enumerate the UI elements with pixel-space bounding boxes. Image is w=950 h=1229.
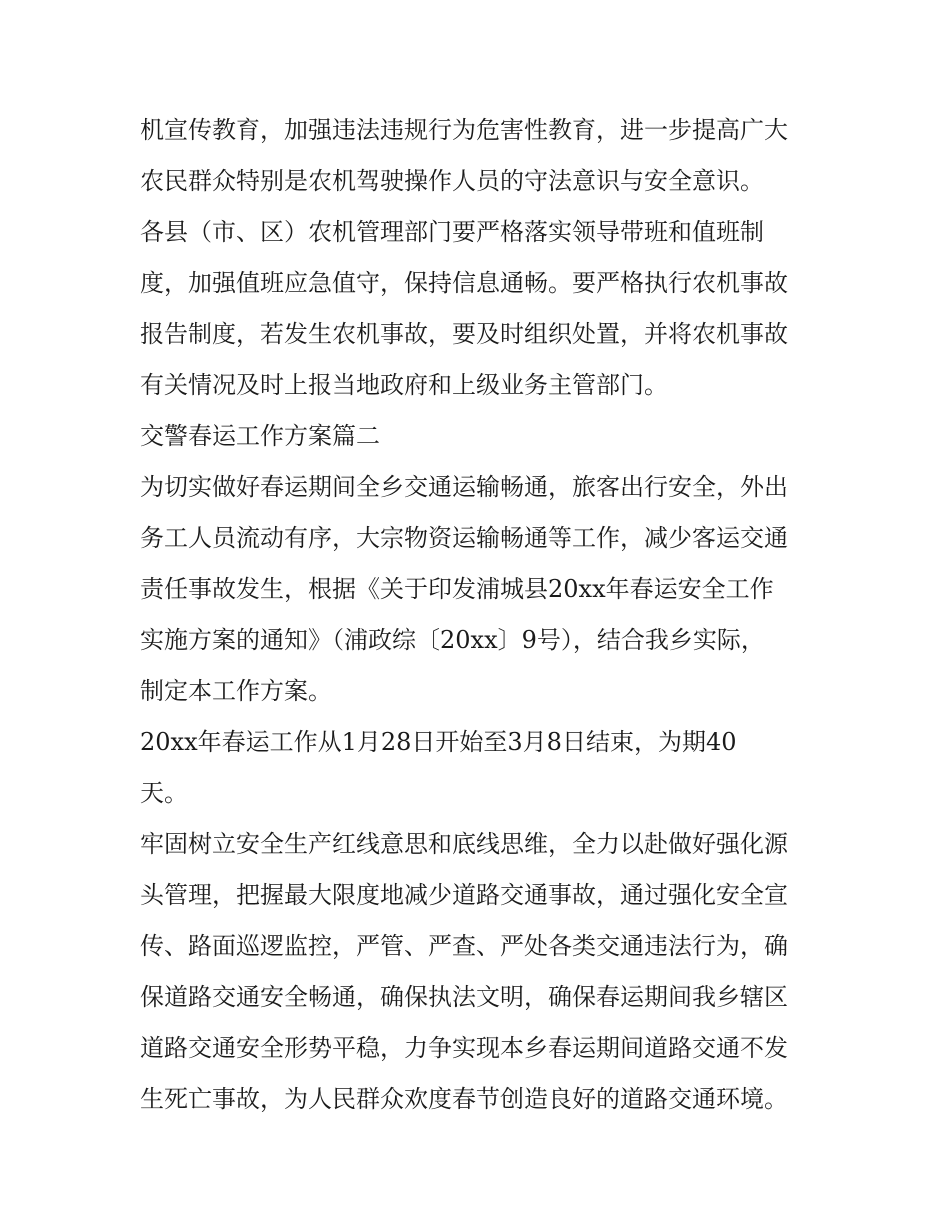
- text-line: 20xx年春运工作从1月28日开始至3月8日结束，为期40: [140, 728, 737, 756]
- text-line: 为切实做好春运期间全乡交通运输畅通，旅客出行安全，外出: [140, 473, 788, 501]
- text-line: 实施方案的通知》（浦政综〔20xx〕9号），结合我乡实际，: [140, 626, 765, 654]
- text-line: 制定本工作方案。: [140, 677, 332, 705]
- section-heading: 交警春运工作方案篇二: [140, 422, 380, 450]
- text-line: 农民群众特别是农机驾驶操作人员的守法意识与安全意识。: [140, 167, 764, 195]
- text-line: 保道路交通安全畅通，确保执法文明，确保春运期间我乡辖区: [140, 983, 788, 1011]
- text-line: 各县（市、区）农机管理部门要严格落实领导带班和值班制: [140, 218, 764, 246]
- document-body: [140, 105, 830, 1125]
- text-line: 务工人员流动有序，大宗物资运输畅通等工作，减少客运交通: [140, 524, 788, 552]
- text-line: 有关情况及时上报当地政府和上级业务主管部门。: [140, 371, 668, 399]
- text-line: 报告制度，若发生农机事故，要及时组织处置，并将农机事故: [140, 320, 788, 348]
- text-line: 传、路面巡逻监控，严管、严查、严处各类交通违法行为，确: [140, 932, 788, 960]
- text-line: 度，加强值班应急值守，保持信息通畅。要严格执行农机事故: [140, 269, 788, 297]
- text-line: 牢固树立安全生产红线意思和底线思维，全力以赴做好强化源: [140, 830, 788, 858]
- text-line: 机宣传教育，加强违法违规行为危害性教育，进一步提高广大: [140, 116, 788, 144]
- text-line: 责任事故发生，根据《关于印发浦城县20xx年春运安全工作: [140, 575, 774, 603]
- text-line: 道路交通安全形势平稳，力争实现本乡春运期间道路交通不发: [140, 1034, 788, 1062]
- text-line: 头管理，把握最大限度地减少道路交通事故，通过强化安全宣: [140, 881, 788, 909]
- text-line: 天。: [140, 779, 188, 807]
- text-line: 生死亡事故，为人民群众欢度春节创造良好的道路交通环境。: [140, 1085, 788, 1113]
